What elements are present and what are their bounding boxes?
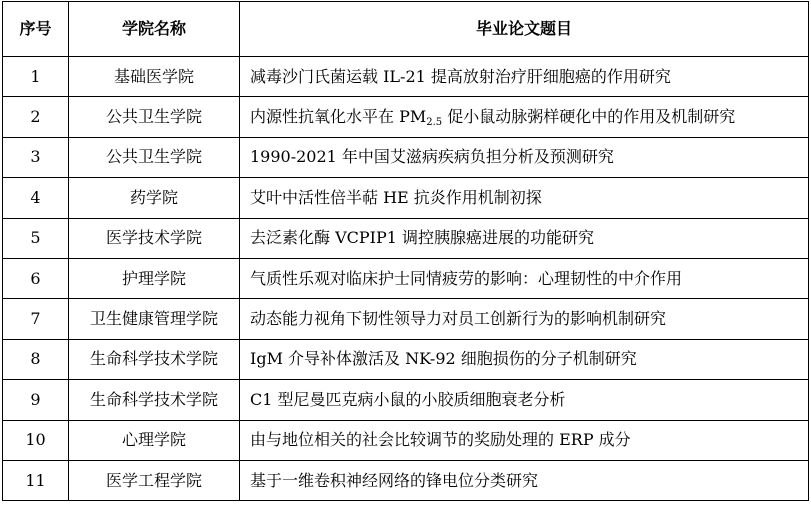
table-row (3, 218, 809, 258)
row-no: 6 (3, 258, 69, 298)
row-no: 1 (3, 57, 69, 97)
thesis-table (2, 1, 809, 501)
row-title: 动态能力视角下韧性领导力对员工创新行为的影响机制研究 (240, 299, 809, 339)
header-school: 学院名称 (69, 2, 240, 57)
row-school: 护理学院 (69, 258, 240, 298)
table-header (3, 2, 809, 57)
row-school: 生命科学技术学院 (69, 380, 240, 420)
row-title (240, 97, 809, 137)
row-title: 气质性乐观对临床护士同情疲劳的影响：心理韧性的中介作用 (240, 258, 809, 298)
table-row (3, 97, 809, 137)
row-title: 基于一维卷积神经网络的锋电位分类研究 (240, 460, 809, 500)
table-row (3, 178, 809, 218)
row-school: 生命科学技术学院 (69, 339, 240, 379)
table-row (3, 420, 809, 460)
header-no: 序号 (3, 2, 69, 57)
row-school: 医学工程学院 (69, 460, 240, 500)
table-row (3, 57, 809, 97)
table-body (3, 57, 809, 501)
row-title: IgM 介导补体激活及 NK-92 细胞损伤的分子机制研究 (240, 339, 809, 379)
row-school: 基础医学院 (69, 57, 240, 97)
row-title: 减毒沙门氏菌运载 IL-21 提高放射治疗肝细胞癌的作用研究 (240, 57, 809, 97)
row-title-before: 内源性抗氧化水平在 PM (250, 107, 427, 127)
header-row (3, 2, 809, 57)
row-school: 公共卫生学院 (69, 97, 240, 137)
row-no: 10 (3, 420, 69, 460)
row-school: 心理学院 (69, 420, 240, 460)
row-school: 公共卫生学院 (69, 137, 240, 177)
row-no: 3 (3, 137, 69, 177)
thesis-table-container (2, 1, 809, 501)
table-row (3, 339, 809, 379)
row-no: 11 (3, 460, 69, 500)
row-title-after: 促小鼠动脉粥样硬化中的作用及机制研究 (442, 107, 736, 127)
row-no: 8 (3, 339, 69, 379)
row-no: 4 (3, 178, 69, 218)
row-title: 由与地位相关的社会比较调节的奖励处理的 ERP 成分 (240, 420, 809, 460)
row-school: 药学院 (69, 178, 240, 218)
row-school: 卫生健康管理学院 (69, 299, 240, 339)
row-title: C1 型尼曼匹克病小鼠的小胶质细胞衰老分析 (240, 380, 809, 420)
row-title: 1990-2021 年中国艾滋病疾病负担分析及预测研究 (240, 137, 809, 177)
table-row (3, 258, 809, 298)
header-title: 毕业论文题目 (240, 2, 809, 57)
row-no: 7 (3, 299, 69, 339)
row-title-subscript: 2.5 (426, 117, 443, 129)
row-title: 去泛素化酶 VCPIP1 调控胰腺癌进展的功能研究 (240, 218, 809, 258)
row-no: 5 (3, 218, 69, 258)
row-title: 艾叶中活性倍半萜 HE 抗炎作用机制初探 (240, 178, 809, 218)
row-no: 9 (3, 380, 69, 420)
table-row (3, 137, 809, 177)
table-row (3, 460, 809, 500)
table-row (3, 299, 809, 339)
row-no: 2 (3, 97, 69, 137)
table-row (3, 380, 809, 420)
row-school: 医学技术学院 (69, 218, 240, 258)
